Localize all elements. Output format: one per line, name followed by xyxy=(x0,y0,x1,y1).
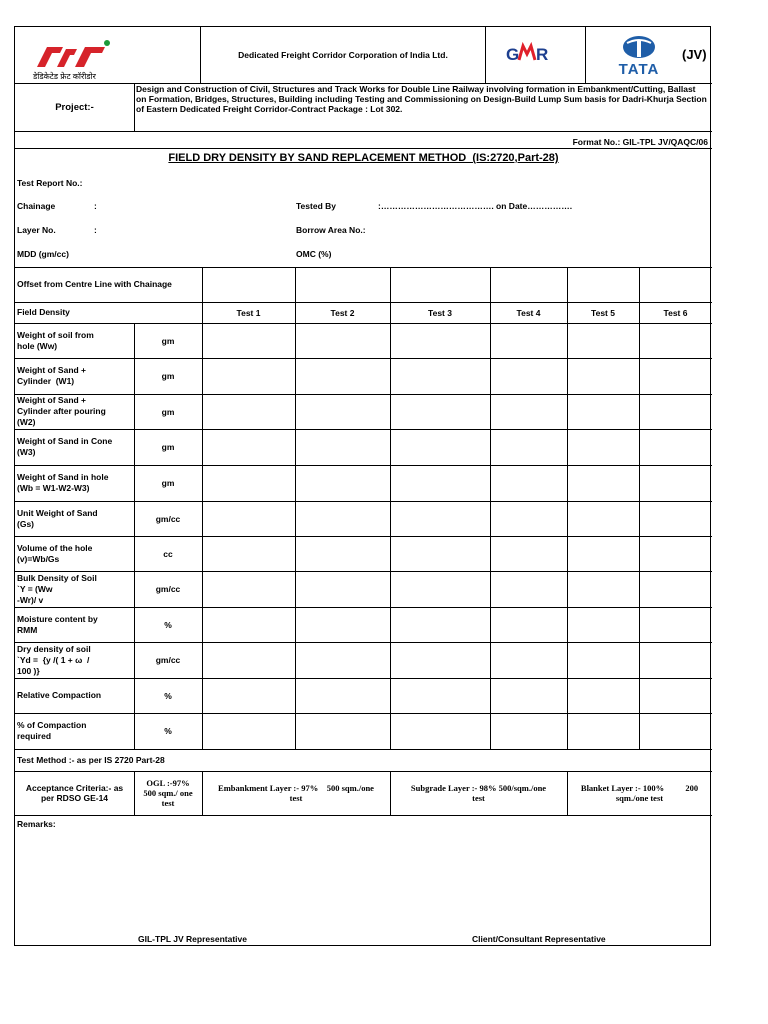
chainage-colon: : xyxy=(94,201,97,211)
result-cell[interactable] xyxy=(295,713,390,749)
result-cell[interactable] xyxy=(202,501,295,536)
tested-by-label: Tested By xyxy=(296,201,336,211)
unit-cell: % xyxy=(164,726,172,736)
result-cell[interactable] xyxy=(639,678,712,713)
result-cell[interactable] xyxy=(490,394,567,429)
result-cell[interactable] xyxy=(295,358,390,394)
result-cell[interactable] xyxy=(390,501,490,536)
test-column-header: Test 3 xyxy=(428,307,452,318)
result-cell[interactable] xyxy=(567,571,639,607)
result-cell[interactable] xyxy=(567,713,639,749)
test-column-header: Test 2 xyxy=(330,307,355,318)
jv-label: (JV) xyxy=(682,47,707,62)
result-cell[interactable] xyxy=(567,429,639,465)
result-cell[interactable] xyxy=(567,394,639,429)
result-cell[interactable] xyxy=(490,678,567,713)
org-name: Dedicated Freight Corridor Corporation of India Ltd. xyxy=(238,50,448,60)
result-cell[interactable] xyxy=(390,678,490,713)
parameter-label: Moisture content by RMM xyxy=(17,613,98,635)
client-signature-label: Client/Consultant Representative xyxy=(472,934,606,944)
result-cell[interactable] xyxy=(390,394,490,429)
result-cell[interactable] xyxy=(295,678,390,713)
omc-label: OMC (%) xyxy=(296,249,332,259)
result-cell[interactable] xyxy=(490,571,567,607)
test-column-header: Test 1 xyxy=(236,307,261,318)
remarks-label: Remarks: xyxy=(17,819,56,829)
parameter-label: Weight of Sand in hole (Wb = W1-W2-W3) xyxy=(17,472,109,493)
ogl-criteria: OGL :-97% 500 sqm./ one test xyxy=(143,778,193,808)
parameter-label: Weight of soil from hole (Ww) xyxy=(17,329,94,351)
dfccil-logo xyxy=(33,37,113,71)
borrow-area-label: Borrow Area No.: xyxy=(296,225,366,235)
test-report-no-label: Test Report No.: xyxy=(17,178,83,188)
result-cell[interactable] xyxy=(639,571,712,607)
layer-no-label: Layer No. xyxy=(17,225,56,235)
result-cell[interactable] xyxy=(567,358,639,394)
form-title: FIELD DRY DENSITY BY SAND REPLACEMENT METHOD (IS:2720,Part-28) xyxy=(168,152,559,164)
result-cell[interactable] xyxy=(295,571,390,607)
embankment-criteria: Embankment Layer :- 97% 500 sqm./one test xyxy=(218,783,374,803)
svg-text:G: G xyxy=(506,45,520,64)
parameter-label: Bulk Density of Soil `Y = (Ww -Wr)/ v xyxy=(17,572,97,605)
result-cell[interactable] xyxy=(390,642,490,678)
unit-cell: gm/cc xyxy=(155,513,181,524)
blanket-criteria: Blanket Layer :- 100% 200 sqm./one test xyxy=(580,783,699,803)
test-method-label: Test Method :- as per IS 2720 Part-28 xyxy=(17,754,165,765)
result-cell[interactable] xyxy=(295,536,390,571)
result-cell[interactable] xyxy=(295,607,390,642)
result-cell[interactable] xyxy=(490,358,567,394)
result-cell[interactable] xyxy=(490,642,567,678)
unit-cell: gm xyxy=(161,406,175,417)
result-cell[interactable] xyxy=(490,536,567,571)
gmr-logo xyxy=(505,42,555,64)
mdd-label: MDD (gm/cc) xyxy=(17,249,69,259)
tata-text: TATA xyxy=(618,61,660,78)
result-cell[interactable] xyxy=(639,607,712,642)
result-cell[interactable] xyxy=(390,465,490,501)
chainage-label: Chainage xyxy=(17,201,56,211)
result-cell[interactable] xyxy=(567,536,639,571)
result-cell[interactable] xyxy=(639,323,712,358)
result-cell[interactable] xyxy=(490,501,567,536)
result-cell[interactable] xyxy=(639,536,712,571)
result-cell[interactable] xyxy=(202,713,295,749)
result-cell[interactable] xyxy=(202,607,295,642)
project-label: Project:- xyxy=(55,101,94,113)
unit-cell: gm/cc xyxy=(155,584,181,594)
result-cell[interactable] xyxy=(490,713,567,749)
result-cell[interactable] xyxy=(639,394,712,429)
result-cell[interactable] xyxy=(202,642,295,678)
unit-cell: gm/cc xyxy=(155,655,181,665)
result-cell[interactable] xyxy=(639,358,712,394)
result-cell[interactable] xyxy=(390,713,490,749)
form-sheet xyxy=(14,26,711,946)
result-cell[interactable] xyxy=(567,607,639,642)
offset-label: Offset from Centre Line with Chainage xyxy=(17,279,172,289)
unit-cell: gm xyxy=(161,442,175,452)
result-cell[interactable] xyxy=(390,571,490,607)
result-cell[interactable] xyxy=(295,394,390,429)
parameter-label: Volume of the hole (v)=Wb/Gs xyxy=(17,542,93,564)
result-cell[interactable] xyxy=(295,642,390,678)
field-density-label: Field Density xyxy=(17,307,70,317)
result-cell[interactable] xyxy=(390,536,490,571)
result-cell[interactable] xyxy=(639,501,712,536)
parameter-label: Weight of Sand + Cylinder after pouring (W2) xyxy=(17,395,106,427)
parameter-label: Relative Compaction xyxy=(17,690,102,700)
result-cell[interactable] xyxy=(639,713,712,749)
result-cell[interactable] xyxy=(390,323,490,358)
gil-tpl-signature-label: GIL-TPL JV Representative xyxy=(138,934,247,944)
result-cell[interactable] xyxy=(295,323,390,358)
acceptance-criteria-label: Acceptance Criteria:- as per RDSO GE-14 xyxy=(25,783,124,803)
result-cell[interactable] xyxy=(202,394,295,429)
result-cell[interactable] xyxy=(567,678,639,713)
unit-cell: % xyxy=(164,690,172,701)
dfccil-hindi-text: डेडिकेटेड फ्रेट कॉरीडोर xyxy=(33,72,96,81)
project-description: Design and Construction of Civil, Structures and Track Works for Double Line Railway involving formation in Embankment/Cutting, Ballast on Formation, Bridges, Structures, Building including Testing and Commissioning on Design-Build Lump Sum basis for Dadri-Khurja Section of Eastern Dedicated Freight Corridor-Contract Package : Lot 302. xyxy=(136,84,707,114)
layer-no-colon: : xyxy=(94,225,97,235)
unit-cell: % xyxy=(164,619,172,630)
result-cell[interactable] xyxy=(202,358,295,394)
result-cell[interactable] xyxy=(490,607,567,642)
unit-cell: gm xyxy=(161,371,175,381)
result-cell[interactable] xyxy=(639,429,712,465)
test-column-header: Test 6 xyxy=(663,307,688,318)
result-cell[interactable] xyxy=(490,465,567,501)
result-cell[interactable] xyxy=(202,678,295,713)
result-cell[interactable] xyxy=(490,323,567,358)
test-column-header: Test 4 xyxy=(516,307,541,318)
parameter-label: Dry density of soil `Yd = {y /( 1 + ω / 100 )} xyxy=(17,643,91,676)
result-cell[interactable] xyxy=(202,323,295,358)
result-cell[interactable] xyxy=(202,465,295,501)
test-column-header: Test 5 xyxy=(591,307,615,318)
result-cell[interactable] xyxy=(567,501,639,536)
format-number: Format No.: GIL-TPL JV/QAQC/06 xyxy=(572,137,708,147)
parameter-label: Unit Weight of Sand (Gs) xyxy=(17,507,98,529)
parameter-label: Weight of Sand + Cylinder (W1) xyxy=(17,365,87,386)
result-cell[interactable] xyxy=(567,465,639,501)
svg-text:R: R xyxy=(536,45,549,64)
result-cell[interactable] xyxy=(567,642,639,678)
result-cell[interactable] xyxy=(390,429,490,465)
result-cell[interactable] xyxy=(202,429,295,465)
result-cell[interactable] xyxy=(295,465,390,501)
unit-cell: cc xyxy=(163,548,173,559)
result-cell[interactable] xyxy=(390,607,490,642)
parameter-label: Weight of Sand in Cone (W3) xyxy=(17,436,113,457)
result-cell[interactable] xyxy=(390,358,490,394)
parameter-label: % of Compaction required xyxy=(17,720,87,741)
result-cell[interactable] xyxy=(295,429,390,465)
result-cell[interactable] xyxy=(202,536,295,571)
result-cell[interactable] xyxy=(639,465,712,501)
result-cell[interactable] xyxy=(490,429,567,465)
subgrade-criteria: Subgrade Layer :- 98% 500/sqm./one test xyxy=(410,783,547,803)
unit-cell: gm xyxy=(161,478,175,488)
result-cell[interactable] xyxy=(567,323,639,358)
result-cell[interactable] xyxy=(295,501,390,536)
result-cell[interactable] xyxy=(639,642,712,678)
result-cell[interactable] xyxy=(202,571,295,607)
unit-cell: gm xyxy=(161,335,175,346)
tested-by-field[interactable]: :…………………………………. on Date……………. xyxy=(378,201,573,211)
